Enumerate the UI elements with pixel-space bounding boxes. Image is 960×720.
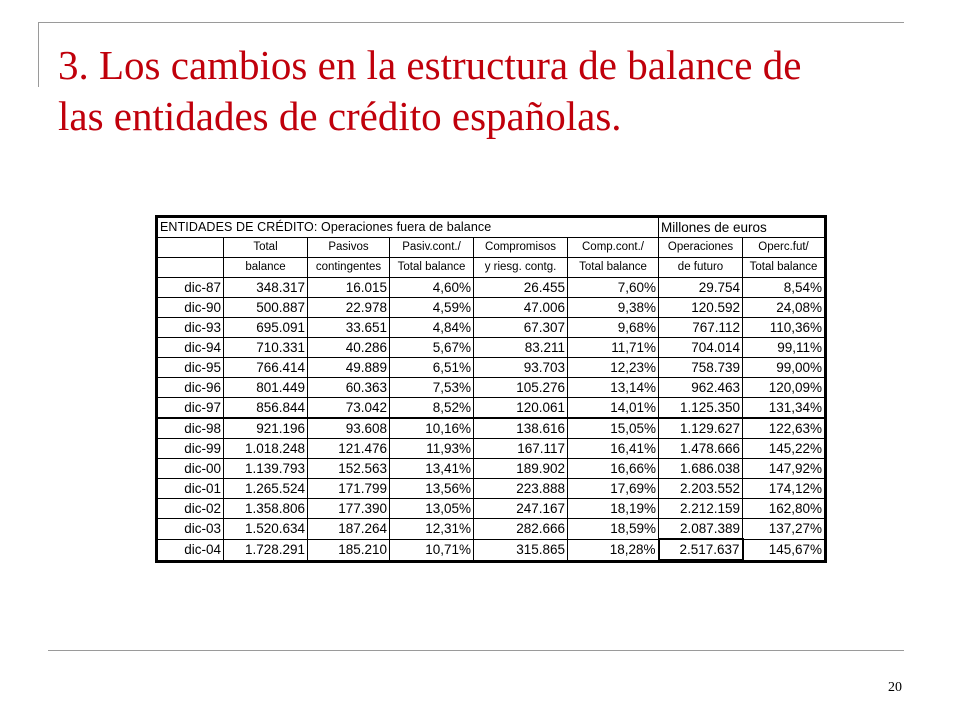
value-cell: 8,52% <box>390 398 474 419</box>
value-cell: 13,41% <box>390 459 474 479</box>
value-cell: 223.888 <box>474 479 568 499</box>
table-unit: Millones de euros <box>659 218 825 238</box>
value-cell: 93.608 <box>308 418 390 439</box>
value-cell: 962.463 <box>659 378 743 398</box>
top-rule <box>38 22 904 23</box>
value-cell: 120.061 <box>474 398 568 419</box>
value-cell: 16,41% <box>568 439 659 459</box>
value-cell: 187.264 <box>308 519 390 540</box>
table-row <box>158 459 825 479</box>
row-label-cell: dic-00 <box>158 459 224 479</box>
value-cell: 147,92% <box>743 459 825 479</box>
value-cell: 40.286 <box>308 338 390 358</box>
value-cell: 26.455 <box>474 278 568 298</box>
value-cell: 67.307 <box>474 318 568 338</box>
table-title: ENTIDADES DE CRÉDITO: Operaciones fuera de balance <box>158 218 659 238</box>
row-label-cell: dic-97 <box>158 398 224 419</box>
value-cell: 171.799 <box>308 479 390 499</box>
value-cell: 83.211 <box>474 338 568 358</box>
value-cell: 13,05% <box>390 499 474 519</box>
value-cell: 758.739 <box>659 358 743 378</box>
value-cell: 18,59% <box>568 519 659 540</box>
table-row <box>158 499 825 519</box>
table-row <box>158 338 825 358</box>
value-cell: 121.476 <box>308 439 390 459</box>
slide-title-line-1: 3. Los cambios en la estructura de balance de <box>58 42 802 88</box>
value-cell: 16.015 <box>308 278 390 298</box>
value-cell: 1.686.038 <box>659 459 743 479</box>
value-cell: 122,63% <box>743 418 825 439</box>
value-cell: 710.331 <box>224 338 308 358</box>
header-cell: de futuro <box>659 258 743 278</box>
table-row <box>158 539 825 560</box>
table-row <box>158 479 825 499</box>
value-cell: 4,60% <box>390 278 474 298</box>
value-cell: 9,68% <box>568 318 659 338</box>
bottom-rule <box>48 650 904 651</box>
table-row <box>158 439 825 459</box>
value-cell: 131,34% <box>743 398 825 419</box>
row-label-cell: dic-87 <box>158 278 224 298</box>
value-cell: 282.666 <box>474 519 568 540</box>
value-cell: 93.703 <box>474 358 568 378</box>
table-row <box>158 519 825 540</box>
value-cell: 856.844 <box>224 398 308 419</box>
value-cell: 11,93% <box>390 439 474 459</box>
row-label-cell: dic-04 <box>158 539 224 560</box>
row-label-cell: dic-01 <box>158 479 224 499</box>
value-cell: 7,53% <box>390 378 474 398</box>
header-cell: Total balance <box>568 258 659 278</box>
page-number: 20 <box>888 680 902 695</box>
header-cell-empty <box>158 258 224 278</box>
value-cell: 348.317 <box>224 278 308 298</box>
value-cell: 9,38% <box>568 298 659 318</box>
value-cell: 24,08% <box>743 298 825 318</box>
value-cell: 1.125.350 <box>659 398 743 419</box>
value-cell: 11,71% <box>568 338 659 358</box>
slide-title <box>58 40 938 142</box>
value-cell: 7,60% <box>568 278 659 298</box>
value-cell: 120,09% <box>743 378 825 398</box>
value-cell: 4,59% <box>390 298 474 318</box>
table-row <box>158 358 825 378</box>
value-cell: 167.117 <box>474 439 568 459</box>
value-cell: 695.091 <box>224 318 308 338</box>
value-cell: 17,69% <box>568 479 659 499</box>
value-cell: 73.042 <box>308 398 390 419</box>
value-cell: 766.414 <box>224 358 308 378</box>
value-cell: 1.265.524 <box>224 479 308 499</box>
header-cell: Operaciones <box>659 238 743 258</box>
header-row-1 <box>158 238 825 258</box>
value-cell: 174,12% <box>743 479 825 499</box>
value-cell: 4,84% <box>390 318 474 338</box>
value-cell: 105.276 <box>474 378 568 398</box>
header-cell: Total balance <box>390 258 474 278</box>
value-cell: 177.390 <box>308 499 390 519</box>
row-label-cell: dic-98 <box>158 418 224 439</box>
value-cell: 49.889 <box>308 358 390 378</box>
header-cell: Operc.fut/ <box>743 238 825 258</box>
value-cell: 1.478.666 <box>659 439 743 459</box>
row-label-cell: dic-95 <box>158 358 224 378</box>
value-cell: 18,19% <box>568 499 659 519</box>
header-cell: Total balance <box>743 258 825 278</box>
header-cell: contingentes <box>308 258 390 278</box>
value-cell: 13,14% <box>568 378 659 398</box>
value-cell: 138.616 <box>474 418 568 439</box>
value-cell: 120.592 <box>659 298 743 318</box>
table-row <box>158 318 825 338</box>
value-cell: 16,66% <box>568 459 659 479</box>
table-row <box>158 278 825 298</box>
value-cell: 10,71% <box>390 539 474 560</box>
table-title-row <box>158 218 825 238</box>
value-cell: 2.212.159 <box>659 499 743 519</box>
header-cell: y riesg. contg. <box>474 258 568 278</box>
value-cell: 145,22% <box>743 439 825 459</box>
value-cell: 704.014 <box>659 338 743 358</box>
value-cell: 1.129.627 <box>659 418 743 439</box>
table-row <box>158 418 825 439</box>
value-cell: 5,67% <box>390 338 474 358</box>
value-cell: 1.018.248 <box>224 439 308 459</box>
value-cell: 13,56% <box>390 479 474 499</box>
header-cell: Pasivos <box>308 238 390 258</box>
header-cell: Comp.cont./ <box>568 238 659 258</box>
value-cell: 15,05% <box>568 418 659 439</box>
value-cell: 1.520.634 <box>224 519 308 540</box>
slide-title-line-2: las entidades de crédito españolas. <box>58 93 622 139</box>
value-cell: 47.006 <box>474 298 568 318</box>
value-cell: 1.358.806 <box>224 499 308 519</box>
header-cell: Compromisos <box>474 238 568 258</box>
table-row <box>158 298 825 318</box>
row-label-cell: dic-96 <box>158 378 224 398</box>
value-cell: 189.902 <box>474 459 568 479</box>
value-cell: 10,16% <box>390 418 474 439</box>
value-cell: 8,54% <box>743 278 825 298</box>
table-row <box>158 398 825 419</box>
row-label-cell: dic-02 <box>158 499 224 519</box>
value-cell: 1.139.793 <box>224 459 308 479</box>
row-label-cell: dic-93 <box>158 318 224 338</box>
header-cell-empty <box>158 238 224 258</box>
value-cell: 110,36% <box>743 318 825 338</box>
row-label-cell: dic-03 <box>158 519 224 540</box>
value-cell: 145,67% <box>743 539 825 560</box>
row-label-cell: dic-90 <box>158 298 224 318</box>
value-cell: 921.196 <box>224 418 308 439</box>
value-cell: 99,11% <box>743 338 825 358</box>
value-cell: 99,00% <box>743 358 825 378</box>
left-rule <box>38 22 39 87</box>
value-cell: 801.449 <box>224 378 308 398</box>
value-cell: 500.887 <box>224 298 308 318</box>
header-cell: Pasiv.cont./ <box>390 238 474 258</box>
data-table <box>157 217 825 561</box>
value-cell: 162,80% <box>743 499 825 519</box>
value-cell: 2.517.637 <box>659 539 743 560</box>
value-cell: 6,51% <box>390 358 474 378</box>
header-row-2 <box>158 258 825 278</box>
value-cell: 767.112 <box>659 318 743 338</box>
value-cell: 18,28% <box>568 539 659 560</box>
value-cell: 137,27% <box>743 519 825 540</box>
value-cell: 2.203.552 <box>659 479 743 499</box>
value-cell: 60.363 <box>308 378 390 398</box>
value-cell: 33.651 <box>308 318 390 338</box>
data-table-frame <box>155 215 827 563</box>
row-label-cell: dic-99 <box>158 439 224 459</box>
value-cell: 152.563 <box>308 459 390 479</box>
value-cell: 14,01% <box>568 398 659 419</box>
value-cell: 22.978 <box>308 298 390 318</box>
data-table-container <box>155 215 827 568</box>
table-row <box>158 378 825 398</box>
value-cell: 2.087.389 <box>659 519 743 540</box>
value-cell: 1.728.291 <box>224 539 308 560</box>
header-cell: Total <box>224 238 308 258</box>
value-cell: 29.754 <box>659 278 743 298</box>
value-cell: 247.167 <box>474 499 568 519</box>
value-cell: 12,23% <box>568 358 659 378</box>
value-cell: 315.865 <box>474 539 568 560</box>
value-cell: 12,31% <box>390 519 474 540</box>
header-cell: balance <box>224 258 308 278</box>
row-label-cell: dic-94 <box>158 338 224 358</box>
value-cell: 185.210 <box>308 539 390 560</box>
